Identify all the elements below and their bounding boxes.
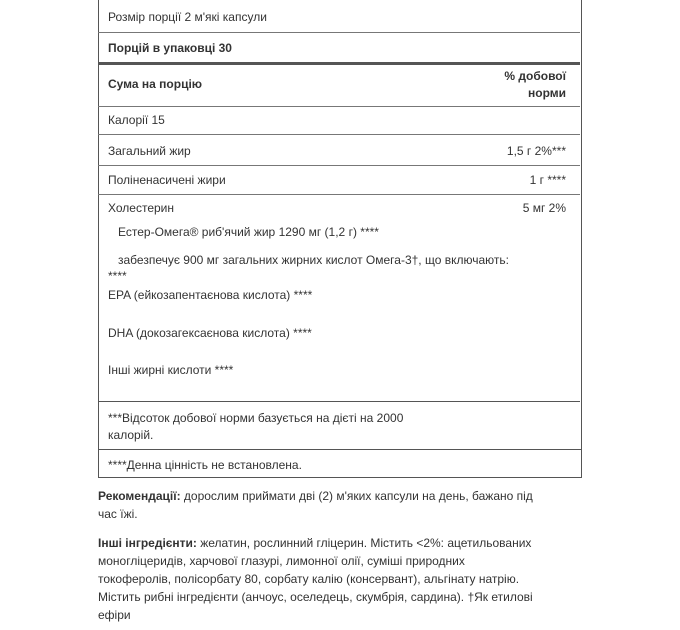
other-ingredients-text-4: Містить рибні інгредієнти (анчоус, оселедець, скумбрія, сардина). †Як етилові [98,590,533,604]
row-calories-label: Калорії 15 [108,113,165,127]
footnote-daily-value-line2: калорій. [108,428,154,442]
thick-divider [98,62,580,65]
other-ingredients-text-2: моногліцеридів, харчової глазурі, лимонної олії, суміші природних [98,554,465,568]
divider [98,165,580,166]
divider [98,194,580,195]
provides-line: забезпечує 900 мг загальних жирних кислот Омега-3†, що включають: [118,253,509,267]
other-fatty-acids-line: Інші жирні кислоти **** [108,363,234,377]
provides-line-stars: **** [108,269,127,283]
other-ingredients-text-5: ефіри [98,608,131,622]
row-cholesterol-label: Холестерин [108,201,174,215]
divider [98,134,580,135]
row-polyunsaturated-value: 1 г **** [529,173,566,187]
dha-line: DHA (докозагексаєнова кислота) **** [108,326,312,340]
recommendations-text-2: час їжі. [98,507,138,521]
servings-per-container: Порцій в упаковці 30 [108,41,232,55]
recommendations-text-1: дорослим приймати дві (2) м'яких капсули на день, бажано під [180,489,533,503]
footnote-not-established: ****Денна цінність не встановлена. [108,458,302,472]
other-ingredients-paragraph [98,534,582,624]
epa-line: EPA (ейкозапентаєнова кислота) **** [108,288,313,302]
recommendations-paragraph [98,487,582,523]
ester-omega-line: Естер-Омега® риб'ячий жир 1290 мг (1,2 г) **** [118,225,379,239]
recommendations-label: Рекомендації: [98,489,181,503]
daily-value-header-line2: норми [527,86,566,100]
other-ingredients-text-3: токоферолів, полісорбату 80, сорбату калію (консервант), альгінату натрію. [98,572,520,586]
row-polyunsaturated-label: Поліненасичені жири [108,173,226,187]
serving-size: Розмір порції 2 м'які капсули [108,10,267,24]
footnote-daily-value-line1: ***Відсоток добової норми базується на дієті на 2000 [108,411,404,425]
daily-value-header-line1: % добової [504,69,566,83]
row-total-fat-value: 1,5 г 2%*** [506,144,566,158]
row-cholesterol-value: 5 мг 2% [522,201,566,215]
amount-per-serving-header: Сума на порцію [108,77,203,91]
divider [98,32,580,33]
row-total-fat-label: Загальний жир [108,144,191,158]
other-ingredients-text-1: желатин, рослинний гліцерин. Містить <2%: ацетильованих [196,536,532,550]
divider [98,106,580,107]
other-ingredients-label: Інші інгредієнти: [98,536,197,550]
